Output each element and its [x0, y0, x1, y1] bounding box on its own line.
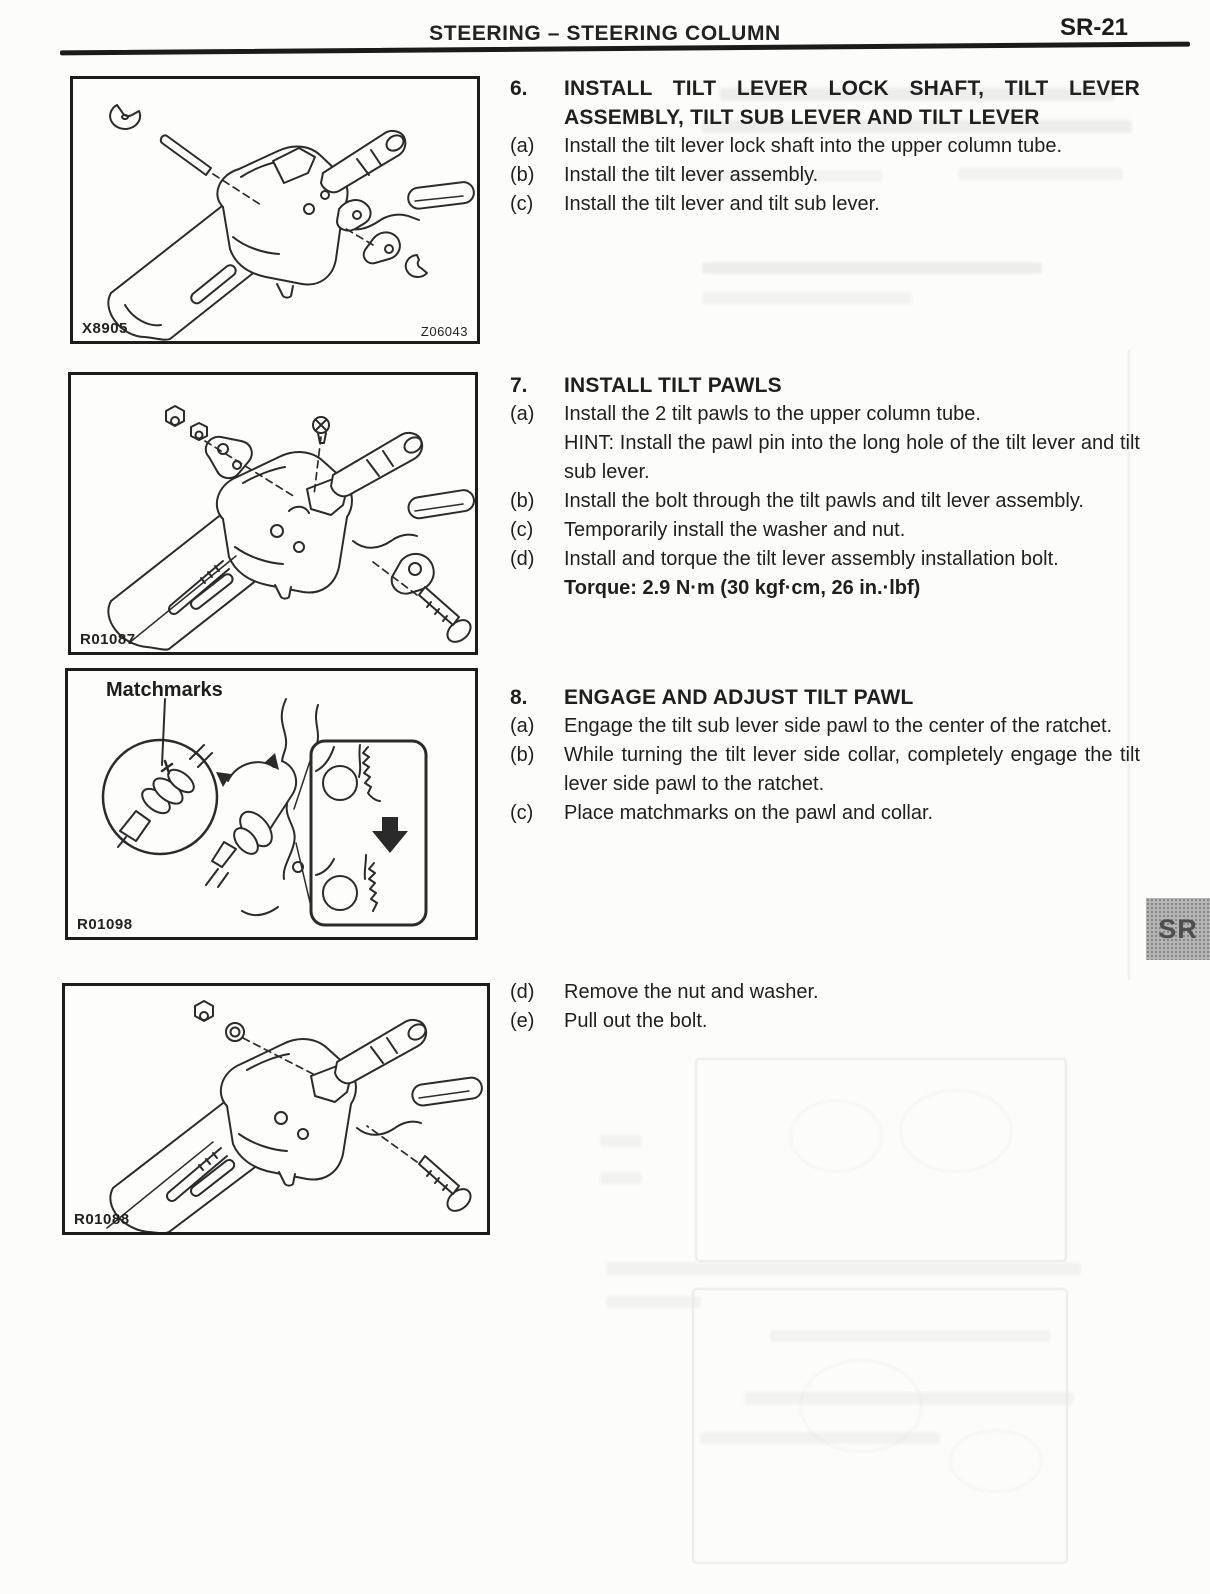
step-label: (a) [510, 135, 535, 157]
torque-spec-row [510, 574, 1140, 603]
step-label: (e) [510, 1010, 535, 1032]
section-number: 7. [510, 374, 528, 397]
section-heading [510, 371, 1140, 400]
bleed-through-artifact [700, 1432, 940, 1444]
tilt-lever [337, 181, 475, 231]
section-8 [510, 683, 1140, 828]
step-row [510, 487, 1140, 516]
lock-shaft-and-clip [110, 105, 211, 175]
bleed-through-artifact [600, 1172, 642, 1184]
step-hint-row [510, 429, 1140, 487]
step-label: (c) [510, 193, 534, 215]
step-row [510, 545, 1140, 574]
bleed-through-artifact [702, 292, 912, 304]
step-row [510, 741, 1140, 799]
tilt-pawl-right [392, 554, 434, 594]
tilt-lever [357, 1076, 483, 1135]
step-text: Install the 2 tilt pawls to the upper column tube. [564, 403, 981, 425]
nut-and-washer [195, 1001, 244, 1041]
step-text: Temporarily install the washer and nut. [564, 519, 906, 541]
step-label: (d) [510, 981, 535, 1003]
ratchet-inset [311, 741, 426, 925]
bleed-through-artifact [600, 1135, 642, 1147]
figure-1-drawing [73, 79, 477, 341]
turn-signal-stalk [321, 131, 406, 192]
assembly-bolt [419, 1156, 475, 1215]
tilt-pawl-left [206, 437, 252, 478]
bleed-through-artifact [950, 1430, 1042, 1492]
section-tab-sr: SR [1146, 898, 1210, 960]
tilt-sub-lever [364, 232, 427, 277]
bleed-through-artifact [770, 1330, 1050, 1342]
bleed-through-artifact [790, 1100, 882, 1172]
step-label: (c) [510, 519, 534, 541]
bleed-through-artifact [900, 1090, 1012, 1172]
figure-3-drawing [68, 671, 475, 937]
bleed-through-figure [695, 1058, 1067, 1262]
step-row [510, 132, 1140, 161]
bleed-through-artifact [744, 1392, 1074, 1405]
pawl-bolt [419, 587, 475, 646]
section-title: ENGAGE AND ADJUST TILT PAWL [564, 686, 914, 709]
section-heading [510, 683, 1140, 712]
page-title: STEERING – STEERING COLUMN [429, 22, 781, 45]
bleed-through-artifact [702, 262, 1042, 274]
step-text: Install the bolt through the tilt pawls and tilt lever assembly. [564, 490, 1084, 512]
step-row [510, 190, 1140, 219]
figure-2-drawing [71, 375, 475, 652]
step-text: Install the tilt lever and tilt sub lever. [564, 193, 880, 215]
figure-code: R01088 [74, 1211, 130, 1228]
step-text: Install the tilt lever lock shaft into the upper column tube. [564, 135, 1063, 157]
page-number: SR-21 [1060, 14, 1129, 41]
step-row [510, 799, 1140, 828]
figure-code: R01098 [77, 916, 133, 933]
step-label: (c) [510, 802, 534, 824]
step-text: Pull out the bolt. [564, 1010, 708, 1032]
step-text: Place matchmarks on the pawl and collar. [564, 802, 934, 824]
matchmarks-callout-label: Matchmarks [106, 679, 223, 701]
section-title: INSTALL TILT LEVER LOCK SHAFT, TILT LEVER ASSEMBLY, TILT SUB LEVER AND TILT LEVER [564, 77, 1140, 129]
step-text: While turning the tilt lever side collar, completely engage the tilt lever side pawl to the ratchet. [564, 744, 1140, 795]
step-row [510, 516, 1140, 545]
nuts [166, 406, 207, 440]
step-text: Remove the nut and washer. [564, 981, 819, 1003]
figure-tilt-pawls-exploded [68, 372, 478, 655]
lock-shaft-rod [129, 556, 236, 643]
torque-spec: Torque: 2.9 N·m (30 kgf·cm, 26 in.·lbf) [564, 577, 921, 599]
step-row [510, 712, 1140, 741]
section-heading [510, 74, 1140, 132]
turn-signal-stalk [331, 433, 424, 496]
bleed-through-artifact [606, 1296, 701, 1308]
step-row [510, 978, 1140, 1007]
figure-matchmarks-detail [65, 668, 478, 940]
step-label: (b) [510, 744, 535, 766]
magnifier-circle [103, 740, 217, 854]
figure-4-drawing [65, 986, 487, 1232]
step-label: (d) [510, 548, 535, 570]
figure-code: X8905 [82, 320, 128, 337]
figure-bolt-removal [62, 983, 490, 1235]
step-label: (b) [510, 164, 535, 186]
section-8-continuation [510, 978, 1140, 1036]
bleed-through-artifact [606, 1262, 1081, 1275]
section-number: 6. [510, 77, 528, 100]
step-hint: HINT: Install the pawl pin into the long hole of the tilt lever and tilt sub lever. [564, 432, 1140, 483]
lever-mechanism [206, 699, 318, 915]
step-label: (a) [510, 403, 535, 425]
figure-tilt-lever-exploded [70, 76, 480, 344]
step-label: (b) [510, 490, 535, 512]
step-label: (a) [510, 715, 535, 737]
tilt-lever [353, 489, 475, 548]
section-title: INSTALL TILT PAWLS [564, 374, 782, 397]
step-text: Engage the tilt sub lever side pawl to the center of the ratchet. [564, 715, 1113, 737]
figure-code: Z06043 [420, 324, 468, 339]
step-text: Install and torque the tilt lever assembly installation bolt. [564, 548, 1059, 570]
turn-signal-stalk [335, 1020, 428, 1083]
step-text: Install the tilt lever assembly. [564, 164, 819, 186]
step-row [510, 161, 1140, 190]
step-row [510, 1007, 1140, 1036]
section-7 [510, 371, 1140, 603]
figure-code: R01087 [80, 631, 136, 648]
step-row [510, 400, 1140, 429]
section-number: 8. [510, 686, 528, 709]
section-6 [510, 74, 1140, 219]
